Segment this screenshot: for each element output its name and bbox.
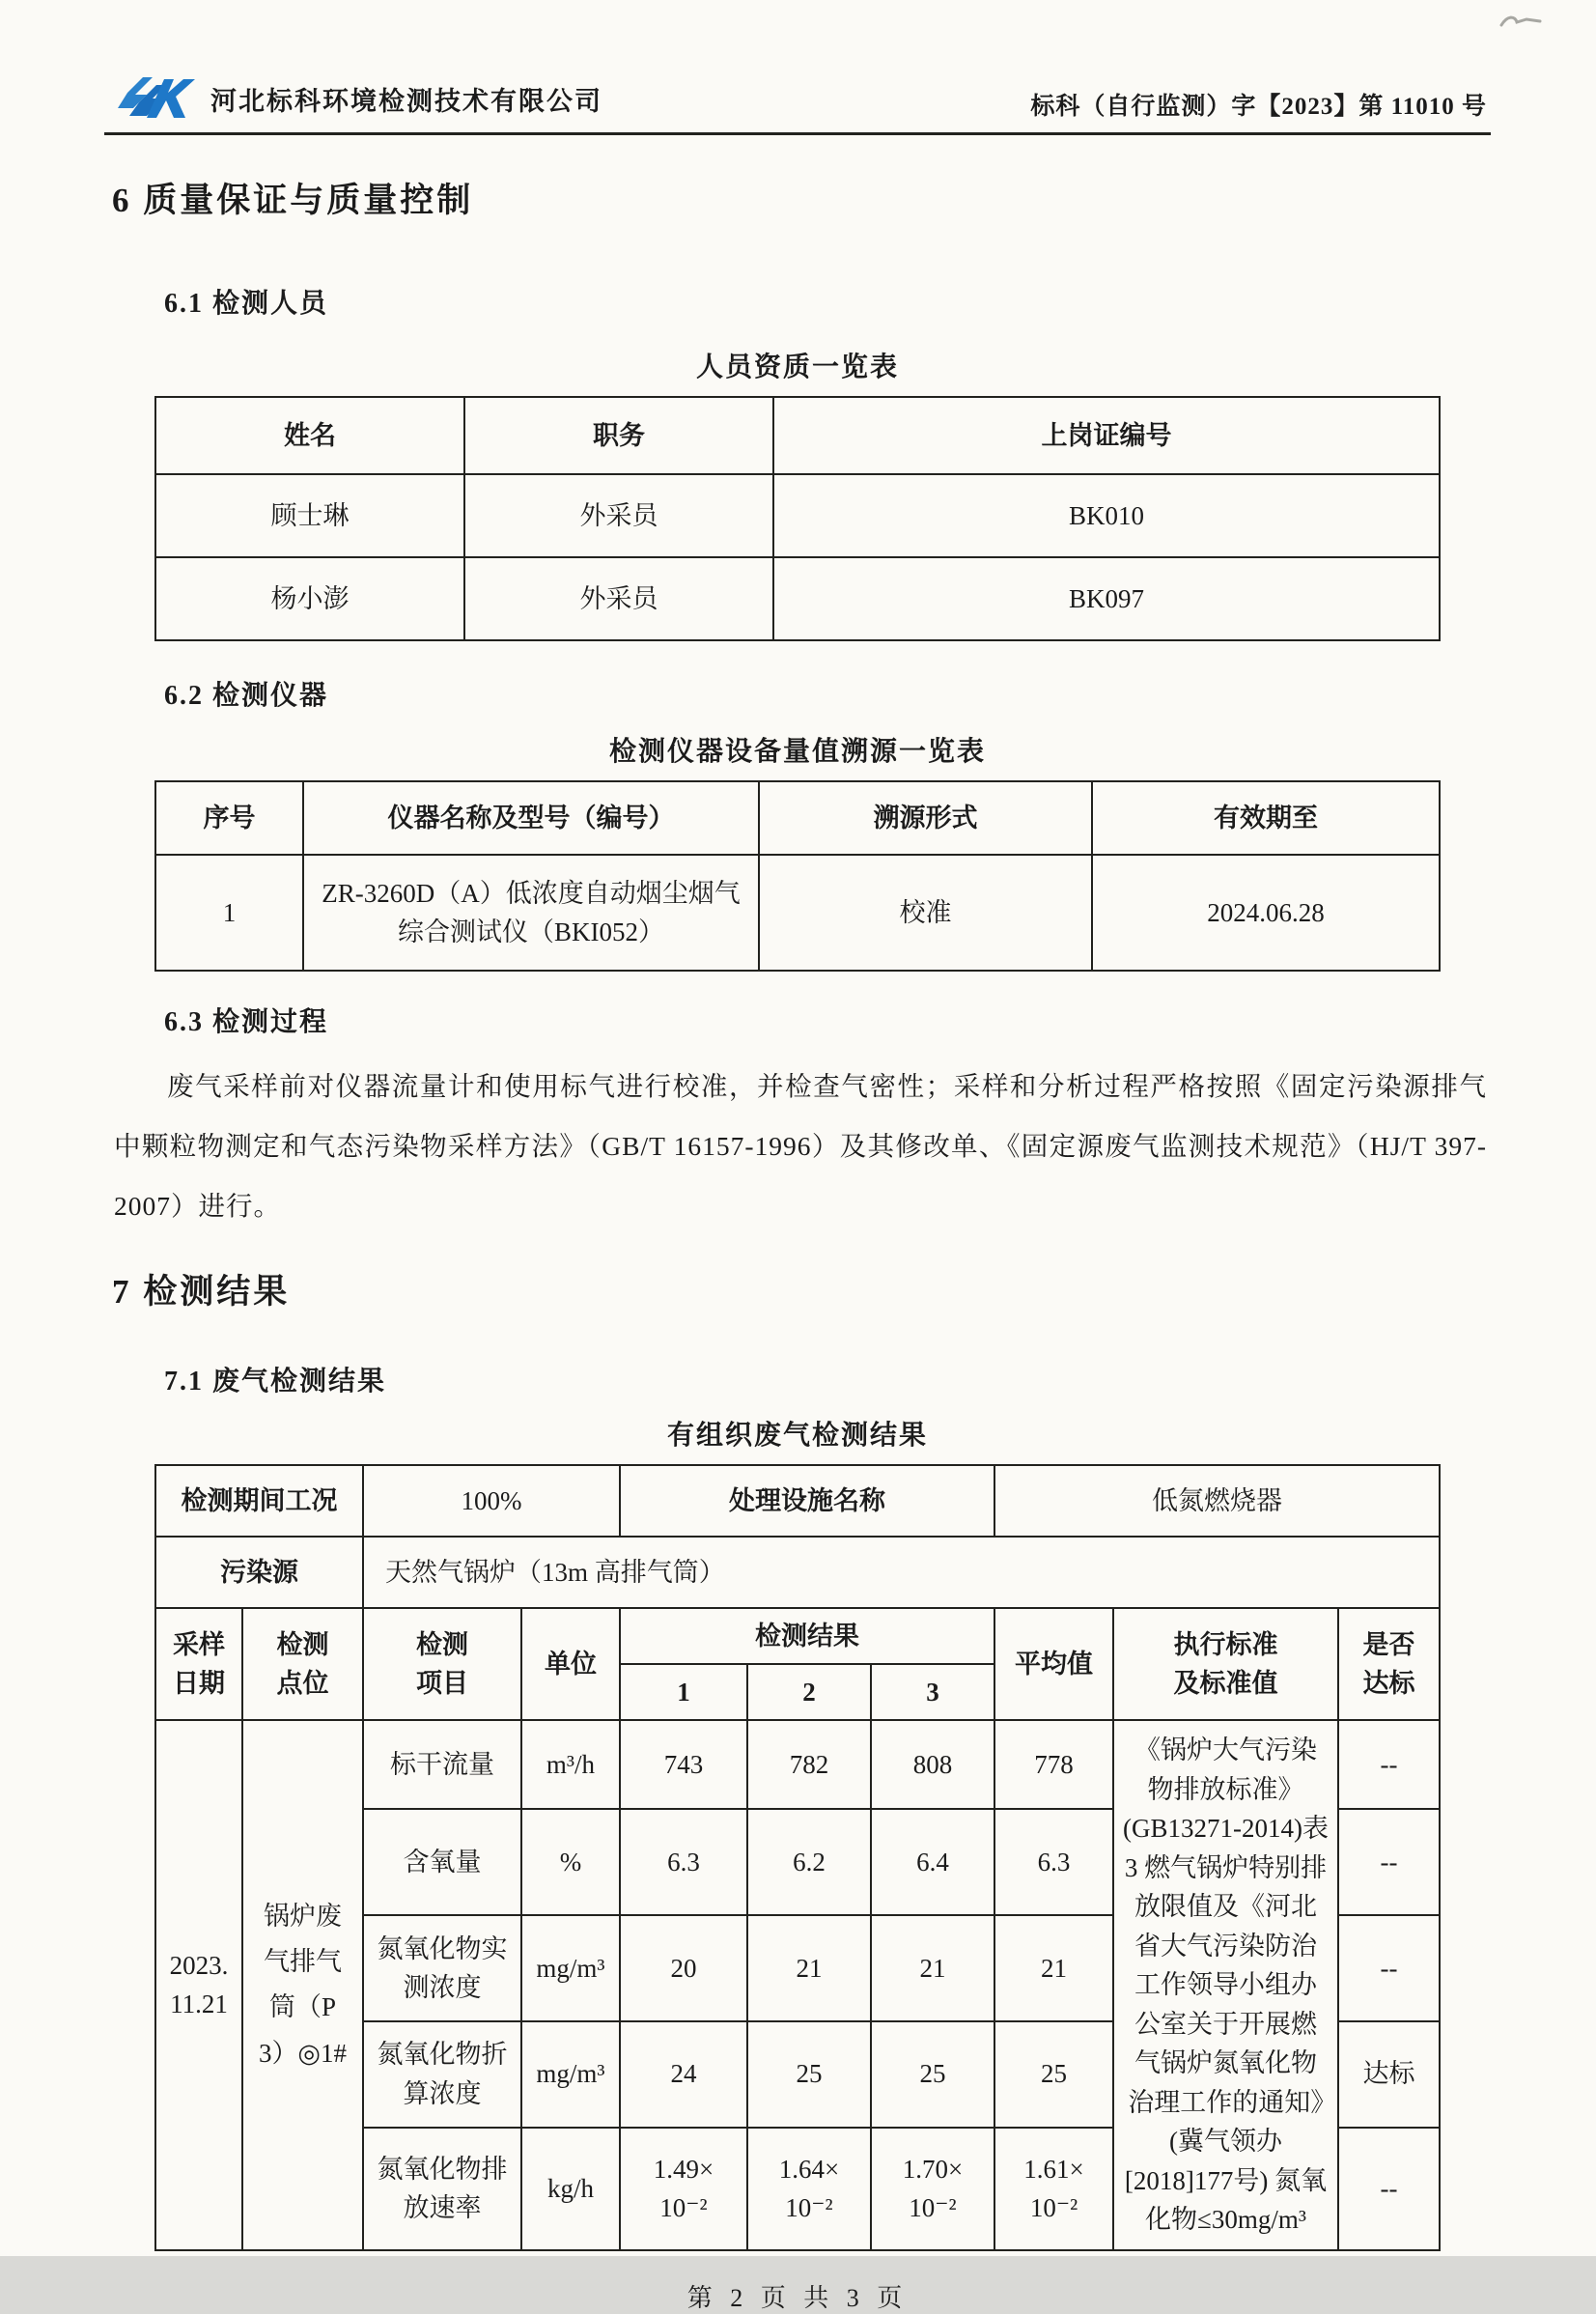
result-avg: 778 [994, 1720, 1113, 1809]
personnel-header-row [155, 397, 1440, 474]
item-unit: kg/h [521, 2128, 620, 2250]
sample-point: 锅炉废气排气筒（P3）◎1# [242, 1720, 363, 2250]
result-1: 24 [620, 2021, 747, 2128]
item-name: 氮氧化物折算浓度 [363, 2021, 521, 2128]
standard-text: 《锅炉大气污染物排放标准》(GB13271-2014)表3 燃气锅炉特别排放限值及《河北省大气污染防治工作领导小组办公室关于开展燃气锅炉氮氧化物治理工作的通知》(冀气领办[2018]177号) 氮氧化物≤30mg/m³ [1113, 1720, 1338, 2250]
col-instrument: 仪器名称及型号（编号） [303, 781, 759, 855]
col-standard: 执行标准及标准值 [1113, 1608, 1338, 1720]
facility-label: 处理设施名称 [620, 1465, 994, 1537]
source-label: 污染源 [155, 1537, 363, 1608]
person-role: 外采员 [464, 557, 773, 640]
result-3: 808 [871, 1720, 994, 1809]
table-row [155, 474, 1440, 557]
table-row [155, 1720, 1440, 1809]
header-rule [104, 132, 1491, 135]
compliance: -- [1338, 2128, 1440, 2250]
table-row [155, 557, 1440, 640]
document-number: 标科（自行监测）字【2023】第 11010 号 [1030, 94, 1487, 120]
section-7-1-title: 7.1 废气检测结果 [164, 1367, 387, 1397]
instrument-name: ZR-3260D（A）低浓度自动烟尘烟气综合测试仪（BKI052） [303, 855, 759, 971]
col-item: 检测项目 [363, 1608, 521, 1720]
instrument-valid-until: 2024.06.28 [1092, 855, 1440, 971]
instrument-header-row [155, 781, 1440, 855]
compliance: -- [1338, 1720, 1440, 1809]
item-unit: mg/m³ [521, 2021, 620, 2128]
compliance: -- [1338, 1915, 1440, 2021]
col-average: 平均值 [994, 1608, 1113, 1720]
col-seq: 序号 [155, 781, 303, 855]
page-number: 第 2 页 共 3 页 [686, 2283, 909, 2312]
result-2: 782 [747, 1720, 871, 1809]
personnel-table-caption: 人员资质一览表 [695, 353, 899, 382]
result-1: 6.3 [620, 1809, 747, 1915]
col-sample-date: 采样日期 [155, 1608, 242, 1720]
instrument-table [154, 780, 1441, 972]
section-7-title: 7 检测结果 [112, 1273, 291, 1311]
result-1: 743 [620, 1720, 747, 1809]
col-result-1: 1 [620, 1664, 747, 1720]
result-2: 25 [747, 2021, 871, 2128]
item-unit: mg/m³ [521, 1915, 620, 2021]
result-2: 21 [747, 1915, 871, 2021]
table-row [155, 855, 1440, 971]
instrument-table-caption: 检测仪器设备量值溯源一览表 [608, 737, 986, 767]
personnel-table [154, 396, 1441, 641]
col-result-3: 3 [871, 1664, 994, 1720]
col-trace-method: 溯源形式 [759, 781, 1092, 855]
col-role: 职务 [464, 397, 773, 474]
corner-pencil-mark [1498, 10, 1550, 35]
col-sample-point: 检测点位 [242, 1608, 363, 1720]
item-name: 标干流量 [363, 1720, 521, 1809]
col-results-group: 检测结果 [620, 1608, 994, 1664]
section-6-title: 6 质量保证与质量控制 [112, 182, 474, 219]
item-unit: m³/h [521, 1720, 620, 1809]
result-avg: 6.3 [994, 1809, 1113, 1915]
source-value: 天然气锅炉（13m 高排气筒） [363, 1537, 1440, 1608]
result-1: 1.49× 10⁻² [620, 2128, 747, 2250]
compliance: -- [1338, 1809, 1440, 1915]
company-name: 河北标科环境检测技术有限公司 [210, 86, 602, 116]
result-3: 6.4 [871, 1809, 994, 1915]
page-header [104, 73, 1491, 124]
result-avg: 1.61× 10⁻² [994, 2128, 1113, 2250]
instrument-trace-method: 校准 [759, 855, 1092, 971]
company-block [114, 73, 602, 124]
page-content [104, 73, 1491, 2314]
col-name: 姓名 [155, 397, 464, 474]
sample-date: 2023. 11.21 [155, 1720, 242, 2250]
results-table [154, 1464, 1441, 2251]
result-avg: 21 [994, 1915, 1113, 2021]
section-6-3-title: 6.3 检测过程 [164, 1007, 329, 1037]
col-compliance: 是否达标 [1338, 1608, 1440, 1720]
person-cert: BK010 [773, 474, 1440, 557]
person-name: 顾士琳 [155, 474, 464, 557]
result-3: 21 [871, 1915, 994, 2021]
pollution-source-row [155, 1537, 1440, 1608]
instrument-seq: 1 [155, 855, 303, 971]
condition-label: 检测期间工况 [155, 1465, 363, 1537]
results-table-caption: 有组织废气检测结果 [666, 1421, 928, 1451]
person-role: 外采员 [464, 474, 773, 557]
results-header-row [155, 1608, 1440, 1664]
item-name: 氮氧化物排放速率 [363, 2128, 521, 2250]
item-unit: % [521, 1809, 620, 1915]
col-unit: 单位 [521, 1608, 620, 1720]
person-cert: BK097 [773, 557, 1440, 640]
result-3: 25 [871, 2021, 994, 2128]
section-6-1-title: 6.1 检测人员 [164, 289, 329, 319]
item-name: 含氧量 [363, 1809, 521, 1915]
condition-row [155, 1465, 1440, 1537]
company-logo-icon [114, 73, 197, 124]
section-6-3-paragraph: 废气采样前对仪器流量计和使用标气进行校准，并检查气密性；采样和分析过程严格按照《固定污染源排气中颗粒物测定和气态污染物采样方法》（GB/T 16157-1996）及其修改单、《固定源废气监测技术规范》（HJ/T 397-2007）进行。 [114, 1071, 1487, 1221]
result-2: 6.2 [747, 1809, 871, 1915]
section-6-2-title: 6.2 检测仪器 [164, 681, 329, 711]
compliance: 达标 [1338, 2021, 1440, 2128]
col-valid-until: 有效期至 [1092, 781, 1440, 855]
item-name: 氮氧化物实测浓度 [363, 1915, 521, 2021]
col-result-2: 2 [747, 1664, 871, 1720]
facility-value: 低氮燃烧器 [994, 1465, 1440, 1537]
result-3: 1.70× 10⁻² [871, 2128, 994, 2250]
result-2: 1.64× 10⁻² [747, 2128, 871, 2250]
col-cert-no: 上岗证编号 [773, 397, 1440, 474]
person-name: 杨小澎 [155, 557, 464, 640]
result-avg: 25 [994, 2021, 1113, 2128]
condition-value: 100% [363, 1465, 620, 1537]
result-1: 20 [620, 1915, 747, 2021]
